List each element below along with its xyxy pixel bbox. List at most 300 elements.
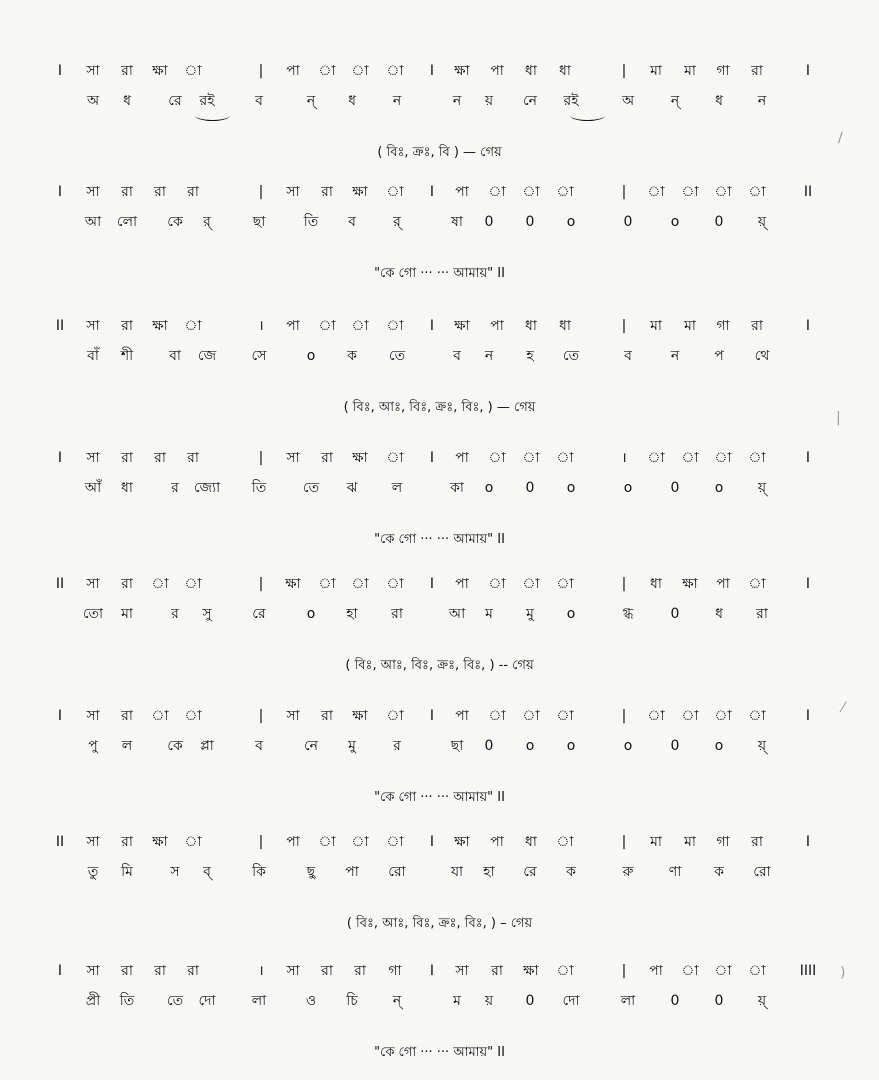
- swara-note: া: [386, 708, 404, 724]
- lyric-syllable: 0: [670, 738, 680, 754]
- lyric-syllable: কে: [167, 738, 183, 754]
- lyric-syllable: তু: [87, 864, 99, 880]
- swara-note: ক্ষা: [523, 963, 539, 979]
- bar-line: |: [621, 184, 627, 200]
- lyric-syllable: যা: [450, 864, 464, 880]
- swara-note: া: [681, 450, 699, 466]
- bar-line: II: [55, 318, 65, 334]
- notation-row: [0, 179, 879, 205]
- swara-note: পা: [490, 834, 504, 850]
- lyric-syllable: হা: [483, 864, 495, 880]
- lyric-syllable: ণা: [668, 864, 682, 880]
- lyric-syllable: পা: [345, 864, 359, 880]
- swara-note: মা: [650, 318, 662, 334]
- swara-note: সা: [86, 450, 100, 466]
- lyric-syllable: ধা: [121, 480, 133, 496]
- lyric-syllable: র্: [393, 214, 401, 230]
- bar-line: |: [621, 708, 627, 724]
- lyric-syllable: তি: [119, 993, 135, 1009]
- lyric-syllable: র্: [203, 214, 211, 230]
- lyric-syllable: 0: [670, 606, 680, 622]
- lyric-syllable: প: [714, 348, 724, 364]
- swara-note: ধা: [525, 63, 537, 79]
- swara-note: সা: [86, 184, 100, 200]
- lyric-syllable: o: [714, 738, 724, 754]
- lyric-syllable: ব: [624, 348, 632, 364]
- lyric-syllable: য়: [484, 93, 494, 109]
- lyric-syllable: নে: [303, 738, 319, 754]
- swara-note: মা: [650, 834, 662, 850]
- swara-note: রা: [121, 963, 133, 979]
- lyric-syllable: রে: [523, 864, 537, 880]
- lyric-syllable: ব: [348, 214, 356, 230]
- swara-note: া: [556, 963, 574, 979]
- lyric-syllable: o: [525, 738, 535, 754]
- swara-note: া: [386, 318, 404, 334]
- bar-line: |: [258, 576, 264, 592]
- lyric-syllable: থে: [754, 348, 770, 364]
- swara-note: রা: [154, 184, 166, 200]
- bar-line: II: [55, 834, 65, 850]
- swara-note: রা: [187, 450, 199, 466]
- swara-note: রা: [121, 834, 133, 850]
- lyric-syllable: 0: [525, 214, 535, 230]
- lyric-syllable: ন: [452, 93, 462, 109]
- lyrics-row: [0, 343, 879, 369]
- lyric-syllable: হা: [346, 606, 358, 622]
- lyric-syllable: মি: [121, 864, 133, 880]
- lyric-syllable: ন্: [670, 93, 680, 109]
- swara-note: রা: [121, 318, 133, 334]
- swara-note: া: [488, 184, 506, 200]
- notation-row: [0, 445, 879, 471]
- lyric-syllable: ল: [391, 480, 403, 496]
- swara-note: রা: [751, 834, 763, 850]
- slur-mark: [570, 110, 605, 121]
- bar-line: ।: [258, 318, 264, 334]
- swara-note: গা: [716, 63, 730, 79]
- bar-line: |: [258, 450, 264, 466]
- swara-note: সা: [286, 184, 300, 200]
- swara-note: ক্ষা: [152, 834, 168, 850]
- lyric-syllable: রে: [168, 93, 182, 109]
- swara-note: া: [488, 708, 506, 724]
- lyrics-row: [0, 988, 879, 1014]
- swara-note: রা: [154, 450, 166, 466]
- lyric-syllable: ন: [484, 348, 494, 364]
- lyric-syllable: o: [623, 738, 633, 754]
- lyric-syllable: লা: [620, 993, 636, 1009]
- swara-note: ক্ষা: [152, 63, 168, 79]
- swara-note: রা: [121, 576, 133, 592]
- lyric-syllable: স: [170, 864, 180, 880]
- lyric-syllable: র: [171, 606, 179, 622]
- lyric-syllable: প্রী: [85, 993, 101, 1009]
- bar-line: |: [621, 834, 627, 850]
- lyrics-row: [0, 601, 879, 627]
- swara-note: া: [714, 450, 732, 466]
- swara-note: পা: [490, 63, 504, 79]
- swara-note: া: [681, 708, 699, 724]
- lyric-syllable: রই: [563, 93, 579, 109]
- lyric-syllable: অ: [621, 93, 635, 109]
- lyric-syllable: রা: [391, 606, 403, 622]
- lyric-syllable: আ: [448, 606, 466, 622]
- lyric-syllable: o: [306, 606, 316, 622]
- swara-note: া: [522, 708, 540, 724]
- bar-line: |: [258, 708, 264, 724]
- stanza-caption: "কে গো ··· ··· আমায়" II: [374, 266, 505, 281]
- swara-note: ক্ষা: [285, 576, 301, 592]
- swara-note: া: [748, 708, 766, 724]
- page-edge-mark: ): [840, 965, 846, 981]
- swara-note: া: [647, 184, 665, 200]
- lyric-syllable: 0: [484, 738, 494, 754]
- bar-line: I: [805, 708, 811, 724]
- lyric-syllable: ছা: [252, 214, 266, 230]
- swara-note: মা: [650, 63, 662, 79]
- swara-note: পা: [455, 450, 469, 466]
- bar-line: I: [805, 318, 811, 334]
- swara-note: া: [748, 184, 766, 200]
- swara-note: সা: [86, 63, 100, 79]
- swara-note: গা: [716, 834, 730, 850]
- lyric-syllable: লা: [251, 993, 267, 1009]
- lyric-syllable: o: [623, 480, 633, 496]
- swara-note: া: [522, 184, 540, 200]
- bar-line: I: [429, 708, 435, 724]
- lyric-syllable: তো: [82, 606, 104, 622]
- swara-note: ধা: [525, 834, 537, 850]
- lyric-syllable: ধ: [715, 606, 723, 622]
- swara-note: রা: [751, 63, 763, 79]
- swara-note: গা: [716, 318, 730, 334]
- lyric-syllable: o: [566, 214, 576, 230]
- swara-note: া: [522, 576, 540, 592]
- swara-note: রা: [321, 963, 333, 979]
- lyrics-row: [0, 733, 879, 759]
- lyric-syllable: ষা: [451, 214, 463, 230]
- swara-note: া: [184, 576, 202, 592]
- bar-line: I: [57, 63, 63, 79]
- bar-line: I: [57, 708, 63, 724]
- lyrics-row: [0, 88, 879, 114]
- lyrics-row: [0, 475, 879, 501]
- lyric-syllable: রো: [388, 864, 406, 880]
- lyric-syllable: ধ: [348, 93, 356, 109]
- lyrics-row: [0, 209, 879, 235]
- lyric-syllable: আঁ: [84, 480, 102, 496]
- lyric-syllable: o: [670, 214, 680, 230]
- swara-note: পা: [455, 184, 469, 200]
- lyric-syllable: ন্: [392, 993, 402, 1009]
- lyric-syllable: তে: [302, 480, 320, 496]
- stanza-caption: ( বিঃ, আঃ, বিঃ, ক্রঃ, বিঃ, ) -- গেয়: [345, 658, 534, 673]
- stanza-caption: ( বিঃ, ক্রঃ, বি ) — গেয়: [377, 145, 502, 160]
- bar-line: I: [805, 450, 811, 466]
- swara-note: রা: [121, 63, 133, 79]
- lyric-syllable: রো: [753, 864, 771, 880]
- swara-note: া: [386, 450, 404, 466]
- page-edge-mark: /: [838, 130, 843, 146]
- lyric-syllable: 0: [525, 993, 535, 1009]
- bar-line: IIII: [799, 963, 817, 979]
- lyric-syllable: ব: [453, 348, 461, 364]
- bar-line: I: [57, 184, 63, 200]
- swara-note: রা: [187, 184, 199, 200]
- lyric-syllable: প্লা: [200, 738, 214, 754]
- bar-line: I: [429, 576, 435, 592]
- notation-row: [0, 58, 879, 84]
- notation-row: [0, 958, 879, 984]
- lyric-syllable: রই: [199, 93, 215, 109]
- lyric-syllable: রে: [252, 606, 266, 622]
- swara-note: া: [714, 184, 732, 200]
- swara-note: সা: [286, 963, 300, 979]
- swara-note: া: [681, 963, 699, 979]
- swara-note: া: [351, 63, 369, 79]
- bar-line: |: [258, 63, 264, 79]
- lyric-syllable: মা: [121, 606, 133, 622]
- swara-note: রা: [321, 450, 333, 466]
- swara-note: রা: [321, 184, 333, 200]
- lyric-syllable: সে: [251, 348, 267, 364]
- lyric-syllable: রা: [756, 606, 768, 622]
- lyric-syllable: 0: [525, 480, 535, 496]
- swara-note: া: [714, 708, 732, 724]
- lyric-syllable: ন: [757, 93, 767, 109]
- lyric-syllable: ধ: [715, 93, 723, 109]
- swara-note: া: [151, 576, 169, 592]
- lyric-syllable: জে: [197, 348, 217, 364]
- lyric-syllable: ঝ: [346, 480, 358, 496]
- swara-note: সা: [455, 963, 469, 979]
- swara-note: রা: [321, 708, 333, 724]
- swara-note: সা: [86, 834, 100, 850]
- swara-note: পা: [286, 63, 300, 79]
- swara-note: া: [184, 708, 202, 724]
- swara-note: া: [184, 834, 202, 850]
- swara-note: া: [318, 318, 336, 334]
- lyric-syllable: তে: [166, 993, 184, 1009]
- lyric-syllable: লো: [116, 214, 138, 230]
- stanza-caption: ( বিঃ, আঃ, বিঃ, ক্রঃ, বিঃ, ) – গেয়: [346, 916, 533, 931]
- lyric-syllable: 0: [670, 480, 680, 496]
- lyric-syllable: মু: [348, 738, 356, 754]
- lyric-syllable: চি: [346, 993, 358, 1009]
- bar-line: II: [55, 576, 65, 592]
- swara-note: া: [714, 963, 732, 979]
- lyric-syllable: ক: [347, 348, 357, 364]
- lyric-syllable: o: [566, 480, 576, 496]
- lyric-syllable: বাঁ: [87, 348, 99, 364]
- lyric-syllable: মু: [526, 606, 534, 622]
- swara-note: া: [748, 576, 766, 592]
- lyric-syllable: 0: [714, 214, 724, 230]
- lyric-syllable: ন: [392, 93, 402, 109]
- bar-line: I: [57, 963, 63, 979]
- swara-note: া: [681, 184, 699, 200]
- lyric-syllable: ক: [714, 864, 724, 880]
- lyric-syllable: য়্: [757, 738, 767, 754]
- swara-note: ধা: [559, 63, 571, 79]
- lyric-syllable: রু: [622, 864, 634, 880]
- swara-note: া: [351, 576, 369, 592]
- lyric-syllable: কা: [450, 480, 464, 496]
- lyrics-row: [0, 859, 879, 885]
- swara-note: রা: [187, 963, 199, 979]
- bar-line: ।: [621, 450, 627, 466]
- swara-note: ধা: [559, 318, 571, 334]
- swara-note: সা: [86, 963, 100, 979]
- swara-note: া: [556, 708, 574, 724]
- swara-note: মা: [684, 318, 696, 334]
- swara-note: ধা: [650, 576, 662, 592]
- lyric-syllable: বা: [169, 348, 181, 364]
- lyric-syllable: নে: [522, 93, 538, 109]
- lyric-syllable: শী: [120, 348, 134, 364]
- lyric-syllable: ছা: [450, 738, 464, 754]
- bar-line: I: [429, 318, 435, 334]
- bar-line: |: [621, 318, 627, 334]
- swara-note: সা: [286, 708, 300, 724]
- swara-note: া: [318, 63, 336, 79]
- swara-note: া: [556, 184, 574, 200]
- swara-note: মা: [684, 63, 696, 79]
- swara-note: রা: [354, 963, 366, 979]
- lyric-syllable: কে: [167, 214, 183, 230]
- lyric-syllable: দো: [198, 993, 216, 1009]
- swara-note: া: [556, 576, 574, 592]
- swara-note: পা: [286, 834, 300, 850]
- swara-note: া: [318, 576, 336, 592]
- swara-note: া: [386, 63, 404, 79]
- swara-note: া: [522, 450, 540, 466]
- swara-note: া: [556, 834, 574, 850]
- bar-line: |: [621, 63, 627, 79]
- lyric-syllable: গ্ধ: [622, 606, 634, 622]
- bar-line: I: [429, 63, 435, 79]
- stanza-caption: "কে গো ··· ··· আমায়" II: [374, 1045, 505, 1060]
- swara-note: সা: [86, 708, 100, 724]
- slur-mark: [195, 110, 230, 121]
- page-edge-mark: |: [836, 410, 841, 426]
- lyric-syllable: ধ: [123, 93, 131, 109]
- swara-note: ক্ষা: [454, 63, 470, 79]
- bar-line: |: [621, 576, 627, 592]
- swara-note: রা: [121, 708, 133, 724]
- swara-note: া: [647, 708, 665, 724]
- lyric-syllable: কি: [252, 864, 266, 880]
- swara-note: পা: [649, 963, 663, 979]
- swara-note: া: [488, 450, 506, 466]
- swara-note: পা: [716, 576, 730, 592]
- bar-line: II: [803, 184, 813, 200]
- swara-note: া: [184, 318, 202, 334]
- notation-row: [0, 703, 879, 729]
- lyric-syllable: তে: [388, 348, 406, 364]
- lyric-syllable: জ্যো: [193, 480, 221, 496]
- stanza-caption: "কে গো ··· ··· আমায়" II: [374, 532, 505, 547]
- lyric-syllable: o: [714, 480, 724, 496]
- swara-note: রা: [121, 450, 133, 466]
- swara-note: া: [748, 450, 766, 466]
- swara-note: া: [386, 184, 404, 200]
- lyric-syllable: 0: [623, 214, 633, 230]
- swara-note: া: [748, 963, 766, 979]
- lyric-syllable: য়: [484, 993, 494, 1009]
- swara-note: মা: [684, 834, 696, 850]
- swara-note: রা: [491, 963, 503, 979]
- swara-note: পা: [286, 318, 300, 334]
- bar-line: I: [429, 184, 435, 200]
- lyric-syllable: ম: [453, 993, 461, 1009]
- swara-note: া: [386, 576, 404, 592]
- lyric-syllable: সু: [202, 606, 212, 622]
- lyric-syllable: আ: [84, 214, 102, 230]
- lyric-syllable: তে: [562, 348, 580, 364]
- lyric-syllable: য়্: [757, 480, 767, 496]
- notation-row: [0, 313, 879, 339]
- swara-note: রা: [121, 184, 133, 200]
- swara-note: া: [151, 708, 169, 724]
- swara-note: া: [386, 834, 404, 850]
- lyric-syllable: 0: [484, 214, 494, 230]
- lyric-syllable: পু: [88, 738, 98, 754]
- lyric-syllable: ম: [485, 606, 493, 622]
- lyric-syllable: তি: [251, 480, 267, 496]
- lyric-syllable: 0: [670, 993, 680, 1009]
- swara-note: া: [556, 450, 574, 466]
- swara-note: ক্ষা: [454, 318, 470, 334]
- swara-note: পা: [490, 318, 504, 334]
- bar-line: I: [57, 450, 63, 466]
- swara-note: ধা: [525, 318, 537, 334]
- bar-line: I: [429, 963, 435, 979]
- bar-line: I: [805, 63, 811, 79]
- lyric-syllable: য়্: [757, 993, 767, 1009]
- lyric-syllable: ল: [121, 738, 133, 754]
- lyric-syllable: o: [566, 606, 576, 622]
- page-edge-mark: ⁄: [842, 700, 845, 716]
- swara-note: া: [184, 63, 202, 79]
- swara-note: সা: [86, 576, 100, 592]
- swara-note: ক্ষা: [682, 576, 698, 592]
- lyric-syllable: ছু: [306, 864, 316, 880]
- swara-note: সা: [286, 450, 300, 466]
- swara-note: া: [488, 576, 506, 592]
- stanza-caption: ( বিঃ, আঃ, বিঃ, ক্রঃ, বিঃ, ) — গেয়: [343, 400, 536, 415]
- stanza-caption: "কে গো ··· ··· আমায়" II: [374, 790, 505, 805]
- bar-line: I: [429, 450, 435, 466]
- lyric-syllable: র: [171, 480, 179, 496]
- swara-note: সা: [86, 318, 100, 334]
- swara-note: া: [647, 450, 665, 466]
- bar-line: |: [258, 184, 264, 200]
- bar-line: |: [621, 963, 627, 979]
- swara-note: ক্ষা: [454, 834, 470, 850]
- lyric-syllable: দো: [562, 993, 580, 1009]
- bar-line: I: [805, 576, 811, 592]
- lyric-syllable: o: [306, 348, 316, 364]
- bar-line: |: [258, 834, 264, 850]
- lyric-syllable: অ: [86, 93, 100, 109]
- lyric-syllable: o: [484, 480, 494, 496]
- lyric-syllable: ও: [305, 993, 317, 1009]
- notation-row: [0, 571, 879, 597]
- lyric-syllable: ক: [566, 864, 576, 880]
- lyric-syllable: য়্: [757, 214, 767, 230]
